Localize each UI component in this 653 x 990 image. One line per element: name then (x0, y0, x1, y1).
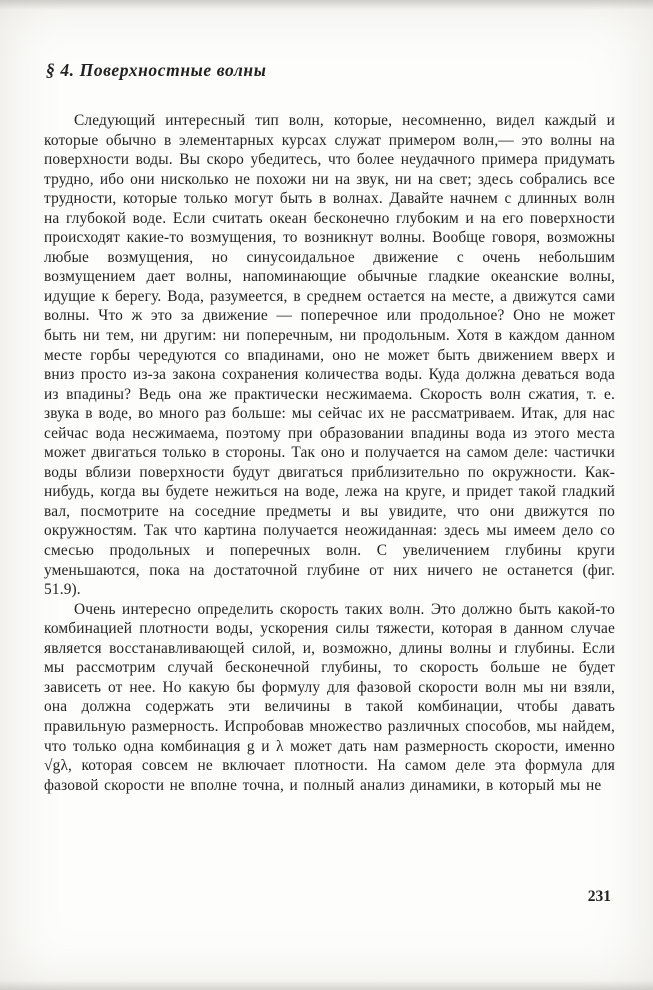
scan-edge-top (0, 0, 653, 10)
scan-edge-bottom (0, 980, 653, 990)
paragraph-1: Следующий интересный тип волн, которые, несомненно, видел каждый и которые обычно в элементарных курсах служат примером волн,— это волны на поверхности воды. Вы скоро убедитесь, что более неудачного примера придумать трудно, ибо они нисколько не похожи ни на звук, ни на свет; здесь собрались все трудности, которые только могут быть в волнах. Давайте начнем с длинных волн на глубокой воде. Если считать океан бесконечно глубоким и на его поверхности происходят какие-то возмущения, то возникнут волны. Вообще говоря, возможны любые возмущения, но синусоидальное движение с очень небольшим возмущением дает волны, напоминающие обычные гладкие океанские волны, идущие к берегу. Вода, разумеется, в среднем остается на месте, а движутся сами волны. Что ж это за движение — поперечное или продольное? Оно не может быть ни тем, ни другим: ни поперечным, ни продольным. Хотя в каждом данном месте горбы чередуются со впадинами, оно не может быть движением вверх и вниз просто из-за закона сохранения количества воды. Куда должна деваться вода из впадины? Ведь она же практически несжимаема. Скорость волн сжатия, т. е. звука в воде, во много раз больше: мы сейчас их не рассматриваем. Итак, для нас сейчас вода несжимаема, поэтому при образовании впадины вода из этого места может двигаться только в стороны. Так оно и получается на самом деле: частички воды вблизи поверхности будут двигаться приблизительно по окружности. Как-нибудь, когда вы будете нежиться на воде, лежа на круге, и придет такой гладкий вал, посмотрите на соседние предметы и вы увидите, что они движутся по окружностям. Так что картина получается неожиданная: здесь мы имеем дело со смесью продольных и поперечных волн. С увеличением глубины круги уменьшаются, пока на достаточной глубине от них ничего не останется (фиг. 51.9). (44, 112, 615, 599)
page-number: 231 (587, 888, 611, 905)
section-heading: § 4. Поверхностные волны (46, 60, 267, 80)
text-block (44, 60, 615, 795)
paragraph-2: Очень интересно определить скорость таких волн. Это должно быть какой-то комбинацией плотности воды, ускорения силы тяжести, которая в данном случае является восстанавливающей силой, и, возможно, длины волны и глубины. Если мы рассмотрим случай бесконечной глубины, то скорость больше не будет зависеть от нее. Но какую бы формулу для фазовой скорости волн мы ни взяли, она должна содержать эти величины в такой комбинации, чтобы давать правильную размерность. Испробовав множество различных способов, мы найдем, что только одна комбинация g и λ может дать нам размерность скорости, именно √gλ, которая совсем не включает плотности. На самом деле эта формула для фазовой скорости не вполне точна, и полный анализ динамики, в который мы не (44, 600, 615, 794)
